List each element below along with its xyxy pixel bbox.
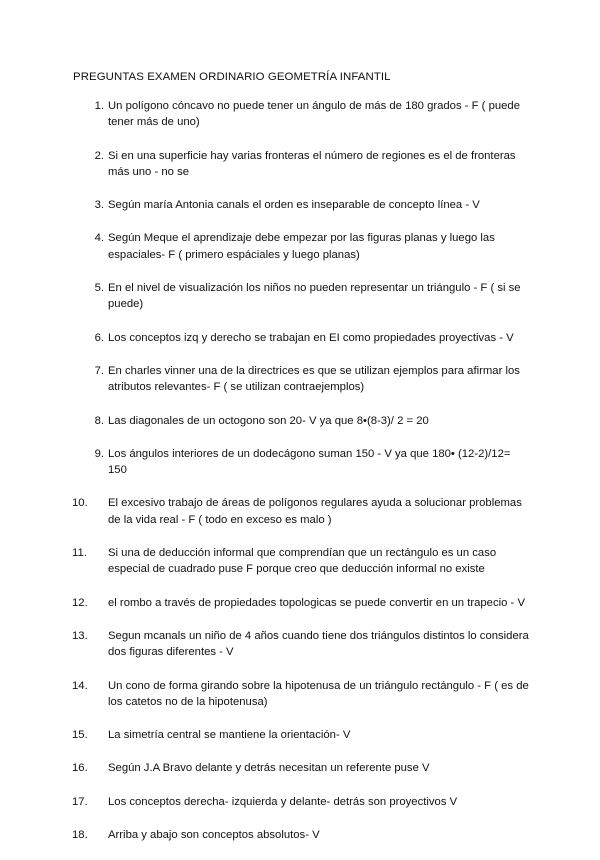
question-text: el rombo a través de propiedades topologicas se puede convertir en un trapecio - V xyxy=(108,596,525,609)
question-text: Las diagonales de un octogono son 20- V ya que 8•(8-3)/ 2 = 20 xyxy=(108,414,429,427)
question-text: Los ángulos interiores de un dodecágono suman 150 - V ya que 180• (12-2)/12= 150 xyxy=(108,447,511,477)
question-item xyxy=(80,413,532,429)
question-list xyxy=(72,98,532,860)
question-text: Según Meque el aprendizaje debe empezar por las figuras planas y luego las espaciales- F ( primero espáciales y luego planas) xyxy=(108,232,495,261)
question-number: 7. xyxy=(94,364,104,377)
question-item xyxy=(80,280,532,313)
question-item xyxy=(72,760,532,776)
question-item xyxy=(72,827,532,843)
question-text: Si una de deducción informal que comprendían que un rectángulo es un caso especial de cuadrado puse F porque creo que deducción informal no existe xyxy=(108,547,497,576)
question-number: 3. xyxy=(94,199,104,212)
question-item xyxy=(80,230,532,263)
question-number: 9. xyxy=(94,447,104,460)
question-item xyxy=(80,363,532,396)
question-number: 16. xyxy=(72,762,88,775)
question-number: 5. xyxy=(94,282,104,295)
question-number: 12. xyxy=(72,596,88,609)
question-number: 8. xyxy=(94,414,104,427)
question-text: La simetría central se mantiene la orientación- V xyxy=(108,729,351,742)
question-number: 1. xyxy=(94,100,104,112)
question-item xyxy=(72,545,532,578)
question-text: Arriba y abajo son conceptos absolutos- V xyxy=(108,829,320,842)
question-item xyxy=(72,495,532,528)
question-item xyxy=(72,595,532,611)
document-title: PREGUNTAS EXAMEN ORDINARIO GEOMETRÍA INFANTIL xyxy=(73,71,391,83)
question-number: 2. xyxy=(94,149,104,162)
question-text: Los conceptos derecha- izquierda y delante- detrás son proyectivos V xyxy=(108,795,458,808)
question-number: 6. xyxy=(94,331,104,344)
question-item xyxy=(72,678,532,711)
question-item xyxy=(72,794,532,810)
question-number: 14. xyxy=(72,679,88,692)
question-text: Según J.A Bravo delante y detrás necesitan un referente puse V xyxy=(108,762,430,775)
question-number: 10. xyxy=(72,497,88,510)
question-number: 11. xyxy=(72,547,87,560)
question-number: 13. xyxy=(72,629,88,642)
question-item xyxy=(80,197,532,213)
question-text: Un polígono cóncavo no puede tener un ángulo de más de 180 grados - F ( puede tener más de uno) xyxy=(108,100,520,129)
question-text: Si en una superficie hay varias fronteras el número de regiones es el de fronteras más uno - no se xyxy=(108,149,516,178)
question-number: 17. xyxy=(72,795,88,808)
question-item xyxy=(72,628,532,661)
question-text: El excesivo trabajo de áreas de polígonos regulares ayuda a solucionar problemas de la vida real - F ( todo en exceso es malo ) xyxy=(108,497,522,526)
question-number: 18. xyxy=(72,829,88,842)
question-text: Segun mcanals un niño de 4 años cuando tiene dos triángulos distintos lo considera dos figuras diferentes - V xyxy=(108,629,529,659)
question-text: Según maría Antonia canals el orden es inseparable de concepto línea - V xyxy=(108,199,480,212)
question-text: Un cono de forma girando sobre la hipotenusa de un triángulo rectángulo - F ( es de los catetos no de la hipotenusa) xyxy=(108,679,529,708)
question-text: Los conceptos izq y derecho se trabajan en EI como propiedades proyectivas - V xyxy=(108,331,514,344)
question-number: 15. xyxy=(72,729,88,742)
question-item xyxy=(80,330,532,346)
question-item xyxy=(72,727,532,743)
question-text: En el nivel de visualización los niños no pueden representar un triángulo - F ( si se puede) xyxy=(108,282,521,311)
question-text: En charles vinner una de la directrices es que se utilizan ejemplos para afirmar los atributos relevantes- F ( se utilizan contraejemplos) xyxy=(108,364,520,394)
question-item xyxy=(80,148,532,181)
question-item xyxy=(80,98,532,131)
question-item xyxy=(80,446,532,479)
question-number: 4. xyxy=(94,232,104,245)
